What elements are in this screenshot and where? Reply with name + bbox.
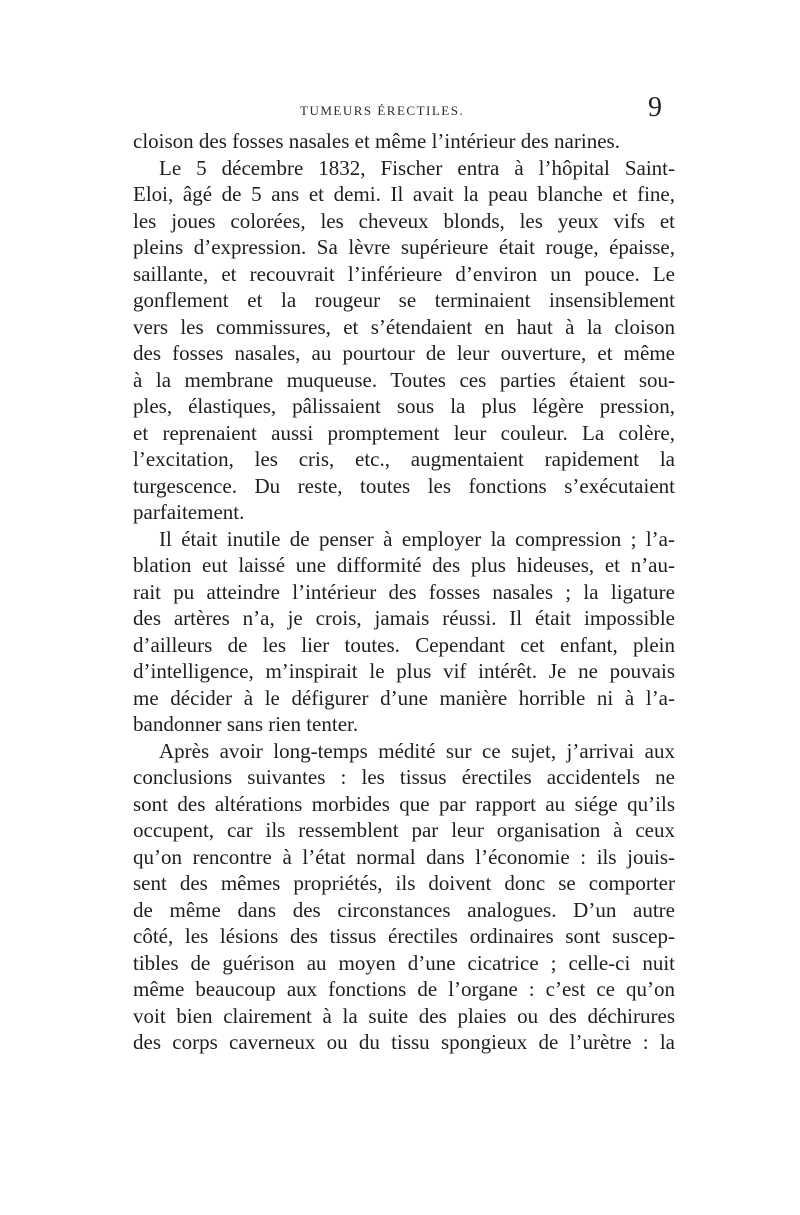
text-line: Après avoir long-temps médité sur ce sujet, j’arrivai aux: [159, 738, 675, 763]
paragraph: [133, 738, 675, 1056]
text-line: qu’on rencontre à l’état normal dans l’économie : ils jouis-: [133, 844, 675, 869]
text-line: d’intelligence, m’inspirait le plus vif intérêt. Je ne pouvais: [133, 659, 675, 683]
text-line: conclusions suivantes : les tissus érectiles accidentels ne: [133, 765, 675, 789]
text-line: même beaucoup aux fonctions de l’organe : c’est ce qu’on: [133, 977, 675, 1001]
text-line: des fosses nasales, au pourtour de leur ouverture, et même: [133, 341, 675, 365]
text-line: côté, les lésions des tissus érectiles ordinaires sont suscep-: [133, 924, 675, 948]
running-title: TUMEURS ÉRECTILES.: [300, 103, 465, 118]
text-line: tibles de guérison au moyen d’une cicatrice ; celle-ci nuit: [133, 950, 675, 975]
text-line: rait pu atteindre l’intérieur des fosses nasales ; la ligature: [133, 579, 675, 604]
text-line: Le 5 décembre 1832, Fischer entra à l’hôpital Saint-: [159, 155, 675, 180]
text-line: occupent, car ils ressemblent par leur organisation à ceux: [133, 818, 675, 842]
text-line: d’ailleurs de les lier toutes. Cependant cet enfant, plein: [133, 632, 675, 657]
paragraph: [133, 526, 675, 738]
text-line: bandonner sans rien tenter.: [133, 712, 359, 736]
text-line: vers les commissures, et s’étendaient en haut à la cloison: [133, 314, 675, 339]
text-line: voit bien clairement à la suite des plaies ou des déchirures: [133, 1003, 675, 1028]
paragraph: [133, 128, 675, 155]
text-line: sont des altérations morbides que par rapport au siége qu’ils: [133, 791, 675, 816]
text-line: blation eut laissé une difformité des plus hideuses, et n’au-: [133, 553, 675, 577]
text-line: parfaitement.: [133, 500, 245, 524]
page-number: 9: [648, 92, 662, 123]
text-line: turgescence. Du reste, toutes les fonctions s’exécutaient: [133, 473, 675, 498]
paragraph: [133, 155, 675, 526]
text-line: des corps caverneux ou du tissu spongieux de l’urètre : la: [133, 1030, 675, 1054]
text-line: cloison des fosses nasales et même l’intérieur des narines.: [133, 129, 620, 153]
text-line: gonflement et la rougeur se terminaient insensiblement: [133, 288, 675, 312]
text-line: à la membrane muqueuse. Toutes ces parties étaient sou-: [133, 367, 675, 392]
text-line: de même dans des circonstances analogues. D’un autre: [133, 897, 675, 922]
text-line: sent des mêmes propriétés, ils doivent donc se comporter: [133, 871, 675, 895]
text-line: et reprenaient aussi promptement leur couleur. La colère,: [133, 420, 675, 445]
text-line: les joues colorées, les cheveux blonds, les yeux vifs et: [133, 208, 675, 233]
body-text: [133, 128, 675, 1056]
text-line: pleins d’expression. Sa lèvre supérieure était rouge, épaisse,: [133, 235, 675, 259]
text-line: ples, élastiques, pâlissaient sous la plus légère pression,: [133, 394, 675, 418]
text-line: saillante, et recouvrait l’inférieure d’environ un pouce. Le: [133, 261, 675, 286]
text-line: Eloi, âgé de 5 ans et demi. Il avait la peau blanche et fine,: [133, 182, 675, 206]
text-line: des artères n’a, je crois, jamais réussi. Il était impossible: [133, 606, 675, 630]
text-line: l’excitation, les cris, etc., augmentaient rapidement la: [133, 447, 675, 471]
text-line: Il était inutile de penser à employer la compression ; l’a-: [159, 526, 675, 551]
text-line: me décider à le défigurer d’une manière horrible ni à l’a-: [133, 685, 675, 710]
